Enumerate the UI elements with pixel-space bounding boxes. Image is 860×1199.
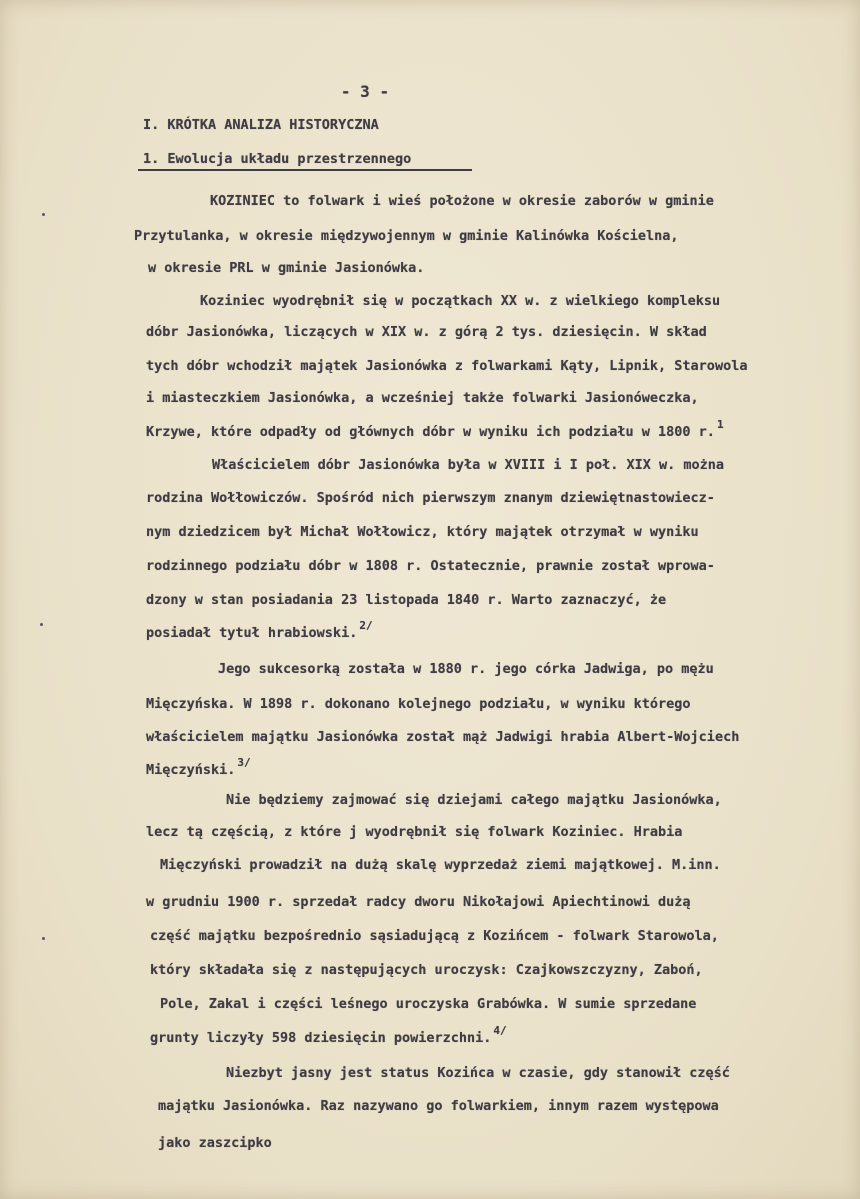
body-line: który składała się z następujących uroczysk: Czajkowszczyzny, Zaboń, [150,962,703,978]
body-line: Jego sukcesorką została w 1880 r. jego córka Jadwiga, po mężu [218,661,714,677]
body-line: właścicielem majątku Jasionówka został mąż Jadwigi hrabia Albert-Wojciech [146,729,740,745]
body-line: Mięczyński prowadził na dużą skalę wyprzedaż ziemi majątkowej. M.inn. [160,857,721,873]
body-line: w grudniu 1900 r. sprzedał radcy dworu Nikołajowi Apiechtinowi dużą [146,894,691,910]
body-line: majątku Jasionówka. Raz nazywano go folwarkiem, innym razem występowa [158,1098,719,1114]
footnote-marker: 2/ [359,619,373,632]
margin-speck [42,213,45,216]
body-line-with-footnote [146,756,251,778]
body-line: Właścicielem dóbr Jasionówka była w XVIII i I poł. XIX w. można [212,457,725,473]
body-line: i miasteczkiem Jasionówka, a wcześniej także folwarki Jasionóweczka, [146,390,699,406]
footnote-marker: 3/ [237,756,251,769]
body-line-text: Mięczyński. [146,762,236,778]
body-line: Niezbyt jasny jest status Kozińca w czasie, gdy stanowił część [226,1065,730,1081]
body-line-text: posiadał tytuł hrabiowski. [146,625,358,641]
body-line-with-footnote [150,1024,507,1046]
body-line: dzony w stan posiadania 23 listopada 1840 r. Warto zaznaczyć, że [146,592,667,608]
footnote-marker: 4/ [493,1024,507,1037]
margin-speck [40,623,43,626]
page-number: - 3 - [340,82,390,101]
subsection-underline [138,169,472,171]
body-line-with-footnote [146,418,724,440]
body-line: rodzinnego podziału dóbr w 1808 r. Ostatecznie, prawnie został wprowa- [146,558,715,574]
body-line: lecz tą częścią, z które j wyodrębnił się folwark Koziniec. Hrabia [146,824,683,840]
body-line: dóbr Jasionówka, liczących w XIX w. z górą 2 tys. dziesięcin. W skład [146,324,707,340]
body-line: Nie będziemy zajmować się dziejami całego majątku Jasionówka, [226,792,722,808]
body-line: tych dóbr wchodził majątek Jasionówka z folwarkami Kąty, Lipnik, Starowola [146,358,748,374]
body-line: część majątku bezpośrednio sąsiadującą z Kozińcem - folwark Starowola, [150,928,719,944]
body-line: nym dziedzicem był Michał Wołłowicz, który majątek otrzymał w wyniku [146,524,699,540]
body-line: w okresie PRL w gminie Jasionówka. [148,260,425,276]
body-line: rodzina Wołłowiczów. Spośród nich pierwszym znanym dziewiętnastowiecz- [146,490,715,506]
body-line: Pole, Zakal i części leśnego uroczyska Grabówka. W sumie sprzedane [160,996,697,1012]
body-line-text: grunty liczyły 598 dziesięcin powierzchni. [150,1030,492,1046]
body-line: Mięczyńska. W 1898 r. dokonano kolejnego podziału, w wyniku którego [146,696,691,712]
body-line-with-footnote [146,619,373,641]
body-line: jako zaszcipko [158,1135,272,1151]
body-line: Przytulanka, w okresie międzywojennym w gminie Kalinówka Kościelna, [134,228,679,244]
margin-speck [42,937,45,940]
body-line: KOZINIEC to folwark i wieś położone w okresie zaborów w gminie [210,193,714,209]
footnote-marker: 1 [716,418,724,431]
section-title: I. KRÓTKA ANALIZA HISTORYCZNA [143,117,379,133]
body-line: Koziniec wyodrębnił się w początkach XX w. z wielkiego kompleksu [200,293,721,309]
body-line-text: Krzywe, które odpadły od głównych dóbr w wyniku ich podziału w 1800 r. [146,424,715,440]
subsection-title: 1. Ewolucja układu przestrzennego [143,151,412,167]
